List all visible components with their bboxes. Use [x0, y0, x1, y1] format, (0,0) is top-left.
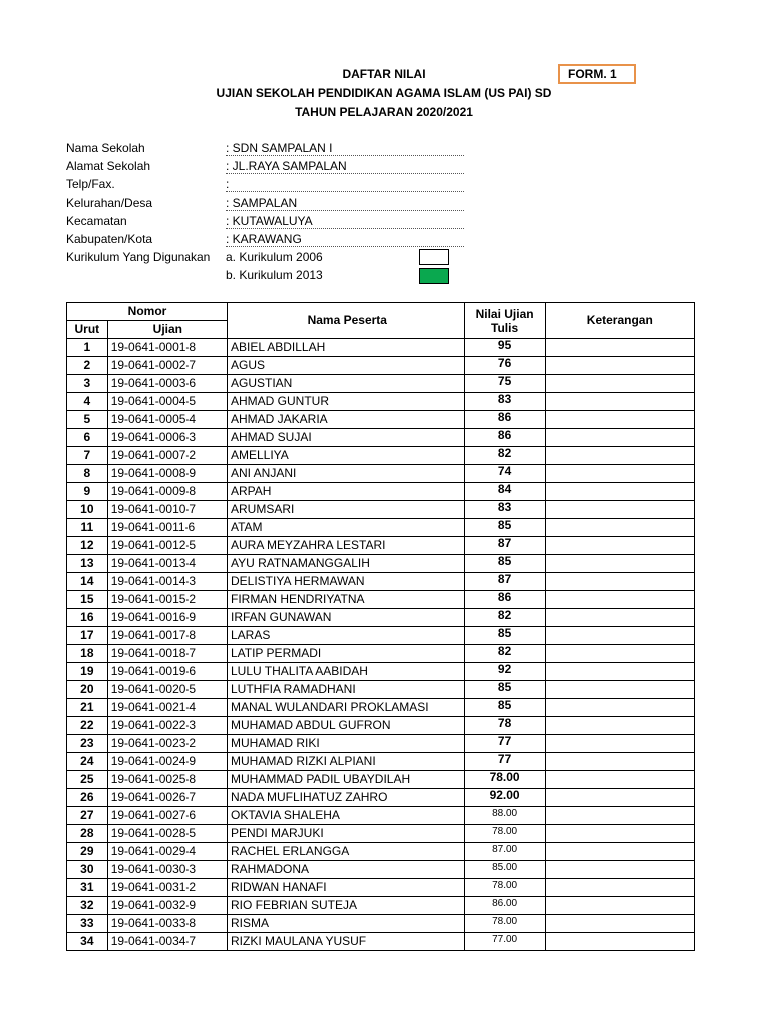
row-nama: PENDI MARJUKI — [227, 825, 464, 843]
table-row — [67, 897, 695, 915]
row-nomor-ujian: 19-0641-0008-9 — [107, 465, 227, 483]
row-nama: AURA MEYZAHRA LESTARI — [227, 537, 464, 555]
row-urut: 26 — [67, 789, 108, 807]
table-row — [67, 933, 695, 951]
row-keterangan — [545, 627, 694, 645]
row-nama: AHMAD JAKARIA — [227, 411, 464, 429]
row-nomor-ujian: 19-0641-0001-8 — [107, 339, 227, 357]
header-keterangan: Keterangan — [545, 303, 694, 339]
row-nama: FIRMAN HENDRIYATNA — [227, 591, 464, 609]
row-nilai: 78.00 — [464, 771, 545, 789]
row-nama: MUHAMAD RIZKI ALPIANI — [227, 753, 464, 771]
kurikulum-row — [66, 248, 466, 266]
row-nilai: 85 — [464, 519, 545, 537]
row-keterangan — [545, 339, 694, 357]
row-nilai: 85 — [464, 555, 545, 573]
row-keterangan — [545, 933, 694, 951]
row-nilai: 95 — [464, 339, 545, 357]
row-nilai: 78.00 — [464, 879, 545, 897]
row-nama: LATIP PERMADI — [227, 645, 464, 663]
row-urut: 28 — [67, 825, 108, 843]
row-nomor-ujian: 19-0641-0014-3 — [107, 573, 227, 591]
kurikulum-2006-checkbox[interactable] — [419, 249, 449, 265]
row-keterangan — [545, 771, 694, 789]
table-row — [67, 357, 695, 375]
row-nilai: 85 — [464, 627, 545, 645]
table-row — [67, 663, 695, 681]
row-urut: 15 — [67, 591, 108, 609]
row-nomor-ujian: 19-0641-0005-4 — [107, 411, 227, 429]
doc-year: TAHUN PELAJARAN 2020/2021 — [295, 105, 473, 119]
form-number-box: FORM. 1 — [558, 64, 636, 84]
row-nomor-ujian: 19-0641-0027-6 — [107, 807, 227, 825]
header-urut: Urut — [67, 321, 108, 339]
row-keterangan — [545, 897, 694, 915]
row-nama: ARUMSARI — [227, 501, 464, 519]
row-urut: 19 — [67, 663, 108, 681]
row-nama: AHMAD SUJAI — [227, 429, 464, 447]
row-urut: 31 — [67, 879, 108, 897]
table-row — [67, 609, 695, 627]
row-nilai: 78 — [464, 717, 545, 735]
row-urut: 17 — [67, 627, 108, 645]
row-nomor-ujian: 19-0641-0013-4 — [107, 555, 227, 573]
row-nilai: 75 — [464, 375, 545, 393]
doc-subtitle: UJIAN SEKOLAH PENDIDIKAN AGAMA ISLAM (US PAI) SD — [216, 86, 552, 100]
row-nilai: 82 — [464, 609, 545, 627]
row-urut: 3 — [67, 375, 108, 393]
row-nomor-ujian: 19-0641-0010-7 — [107, 501, 227, 519]
table-row — [67, 555, 695, 573]
row-urut: 1 — [67, 339, 108, 357]
info-label: Kelurahan/Desa — [66, 195, 153, 210]
row-keterangan — [545, 555, 694, 573]
table-row — [67, 393, 695, 411]
row-nilai: 84 — [464, 483, 545, 501]
row-keterangan — [545, 879, 694, 897]
row-nilai: 86 — [464, 429, 545, 447]
row-nomor-ujian: 19-0641-0020-5 — [107, 681, 227, 699]
row-keterangan — [545, 825, 694, 843]
row-nilai: 92.00 — [464, 789, 545, 807]
row-urut: 10 — [67, 501, 108, 519]
row-nilai: 92 — [464, 663, 545, 681]
row-nama: RIO FEBRIAN SUTEJA — [227, 897, 464, 915]
row-urut: 14 — [67, 573, 108, 591]
row-urut: 8 — [67, 465, 108, 483]
row-nama: RACHEL ERLANGGA — [227, 843, 464, 861]
table-row — [67, 519, 695, 537]
row-nomor-ujian: 19-0641-0003-6 — [107, 375, 227, 393]
row-keterangan — [545, 447, 694, 465]
table-row — [67, 879, 695, 897]
row-nama: ABIEL ABDILLAH — [227, 339, 464, 357]
row-nilai: 77 — [464, 735, 545, 753]
row-urut: 16 — [67, 609, 108, 627]
row-urut: 4 — [67, 393, 108, 411]
row-urut: 24 — [67, 753, 108, 771]
table-row — [67, 717, 695, 735]
row-nilai: 85 — [464, 699, 545, 717]
row-nama: RIDWAN HANAFI — [227, 879, 464, 897]
row-nilai: 77 — [464, 753, 545, 771]
row-keterangan — [545, 411, 694, 429]
row-nama: RAHMADONA — [227, 861, 464, 879]
row-keterangan — [545, 573, 694, 591]
row-nomor-ujian: 19-0641-0031-2 — [107, 879, 227, 897]
row-nama: AYU RATNAMANGGALIH — [227, 555, 464, 573]
kurikulum-2013-checkbox[interactable] — [419, 268, 449, 284]
info-value: : SDN SAMPALAN I — [226, 139, 464, 156]
row-urut: 2 — [67, 357, 108, 375]
table-row — [67, 807, 695, 825]
row-urut: 11 — [67, 519, 108, 537]
row-urut: 13 — [67, 555, 108, 573]
row-keterangan — [545, 843, 694, 861]
row-nama: NADA MUFLIHATUZ ZAHRO — [227, 789, 464, 807]
row-nilai: 82 — [464, 447, 545, 465]
table-row — [67, 573, 695, 591]
row-nomor-ujian: 19-0641-0018-7 — [107, 645, 227, 663]
row-nilai: 78.00 — [464, 825, 545, 843]
row-urut: 30 — [67, 861, 108, 879]
row-nilai: 82 — [464, 645, 545, 663]
row-nilai: 74 — [464, 465, 545, 483]
table-row — [67, 825, 695, 843]
row-keterangan — [545, 609, 694, 627]
table-row — [67, 483, 695, 501]
row-keterangan — [545, 789, 694, 807]
row-urut: 5 — [67, 411, 108, 429]
row-nama: AGUS — [227, 357, 464, 375]
row-nama: MANAL WULANDARI PROKLAMASI — [227, 699, 464, 717]
info-label: Telp/Fax. — [66, 177, 115, 192]
row-urut: 23 — [67, 735, 108, 753]
row-nama: RIZKI MAULANA YUSUF — [227, 933, 464, 951]
info-row — [66, 139, 466, 157]
row-keterangan — [545, 501, 694, 519]
row-nama: ATAM — [227, 519, 464, 537]
row-urut: 22 — [67, 717, 108, 735]
row-nomor-ujian: 19-0641-0034-7 — [107, 933, 227, 951]
row-nomor-ujian: 19-0641-0011-6 — [107, 519, 227, 537]
header-nama: Nama Peserta — [227, 303, 464, 339]
row-urut: 18 — [67, 645, 108, 663]
row-nomor-ujian: 19-0641-0032-9 — [107, 897, 227, 915]
table-row — [67, 753, 695, 771]
row-nama: ARPAH — [227, 483, 464, 501]
kurikulum-option-a: a. Kurikulum 2006 — [226, 250, 323, 264]
row-keterangan — [545, 717, 694, 735]
info-label: Nama Sekolah — [66, 141, 145, 155]
row-keterangan — [545, 915, 694, 933]
kurikulum-label: Kurikulum Yang Digunakan — [66, 250, 211, 264]
info-label: Alamat Sekolah — [66, 159, 151, 174]
row-nilai: 83 — [464, 393, 545, 411]
table-row — [67, 915, 695, 933]
row-keterangan — [545, 681, 694, 699]
row-keterangan — [545, 429, 694, 447]
info-label: Kabupaten/Kota — [66, 232, 153, 246]
row-nilai: 77.00 — [464, 933, 545, 951]
row-nama: DELISTIYA HERMAWAN — [227, 573, 464, 591]
row-keterangan — [545, 591, 694, 609]
row-nilai: 87.00 — [464, 843, 545, 861]
row-nilai: 87 — [464, 537, 545, 555]
row-nama: ANI ANJANI — [227, 465, 464, 483]
row-urut: 33 — [67, 915, 108, 933]
table-row — [67, 771, 695, 789]
info-label: Kecamatan — [66, 213, 127, 228]
row-keterangan — [545, 861, 694, 879]
row-nama: LARAS — [227, 627, 464, 645]
table-row — [67, 735, 695, 753]
row-nilai: 85 — [464, 681, 545, 699]
row-nomor-ujian: 19-0641-0015-2 — [107, 591, 227, 609]
row-urut: 6 — [67, 429, 108, 447]
header-nilai: Nilai Ujian Tulis — [464, 303, 545, 339]
info-row — [66, 230, 466, 248]
row-nomor-ujian: 19-0641-0004-5 — [107, 393, 227, 411]
row-nomor-ujian: 19-0641-0023-2 — [107, 735, 227, 753]
row-nomor-ujian: 19-0641-0016-9 — [107, 609, 227, 627]
row-urut: 9 — [67, 483, 108, 501]
table-row — [67, 843, 695, 861]
row-nomor-ujian: 19-0641-0019-6 — [107, 663, 227, 681]
row-nilai: 85.00 — [464, 861, 545, 879]
row-urut: 34 — [67, 933, 108, 951]
row-nomor-ujian: 19-0641-0021-4 — [107, 699, 227, 717]
row-urut: 29 — [67, 843, 108, 861]
row-nomor-ujian: 19-0641-0028-5 — [107, 825, 227, 843]
row-nomor-ujian: 19-0641-0029-4 — [107, 843, 227, 861]
table-row — [67, 861, 695, 879]
grades-table-body — [67, 339, 695, 951]
info-row — [66, 212, 466, 230]
row-nama: MUHAMAD ABDUL GUFRON — [227, 717, 464, 735]
row-nilai: 78.00 — [464, 915, 545, 933]
row-urut: 12 — [67, 537, 108, 555]
row-urut: 27 — [67, 807, 108, 825]
row-nomor-ujian: 19-0641-0026-7 — [107, 789, 227, 807]
row-keterangan — [545, 537, 694, 555]
row-nilai: 87 — [464, 573, 545, 591]
row-nomor-ujian: 19-0641-0022-3 — [107, 717, 227, 735]
row-urut: 21 — [67, 699, 108, 717]
row-keterangan — [545, 807, 694, 825]
row-nama: MUHAMMAD PADIL UBAYDILAH — [227, 771, 464, 789]
table-row — [67, 465, 695, 483]
table-row — [67, 411, 695, 429]
info-value: : KUTAWALUYA — [226, 212, 464, 229]
row-nilai: 88.00 — [464, 807, 545, 825]
row-urut: 32 — [67, 897, 108, 915]
row-keterangan — [545, 753, 694, 771]
row-keterangan — [545, 483, 694, 501]
table-row — [67, 699, 695, 717]
row-nilai: 83 — [464, 501, 545, 519]
row-urut: 20 — [67, 681, 108, 699]
row-keterangan — [545, 393, 694, 411]
row-nama: LUTHFIA RAMADHANI — [227, 681, 464, 699]
row-urut: 25 — [67, 771, 108, 789]
table-row — [67, 627, 695, 645]
row-nomor-ujian: 19-0641-0024-9 — [107, 753, 227, 771]
info-value: : JL.RAYA SAMPALAN — [226, 157, 464, 174]
table-row — [67, 375, 695, 393]
row-keterangan — [545, 699, 694, 717]
row-nama: LULU THALITA AABIDAH — [227, 663, 464, 681]
kurikulum-row-b — [66, 266, 466, 284]
grades-table — [66, 302, 695, 951]
table-row — [67, 681, 695, 699]
row-keterangan — [545, 645, 694, 663]
row-nilai: 86 — [464, 411, 545, 429]
table-row — [67, 645, 695, 663]
table-row — [67, 789, 695, 807]
info-value: : KARAWANG — [226, 230, 464, 247]
table-row — [67, 339, 695, 357]
row-nomor-ujian: 19-0641-0007-2 — [107, 447, 227, 465]
row-nama: RISMA — [227, 915, 464, 933]
info-row — [66, 175, 466, 193]
row-keterangan — [545, 465, 694, 483]
row-nilai: 86.00 — [464, 897, 545, 915]
table-row — [67, 591, 695, 609]
row-nomor-ujian: 19-0641-0033-8 — [107, 915, 227, 933]
row-keterangan — [545, 663, 694, 681]
row-nomor-ujian: 19-0641-0017-8 — [107, 627, 227, 645]
row-keterangan — [545, 519, 694, 537]
row-nomor-ujian: 19-0641-0025-8 — [107, 771, 227, 789]
table-row — [67, 537, 695, 555]
row-urut: 7 — [67, 447, 108, 465]
header-ujian: Ujian — [107, 321, 227, 339]
row-nama: MUHAMAD RIKI — [227, 735, 464, 753]
table-row — [67, 501, 695, 519]
row-nama: OKTAVIA SHALEHA — [227, 807, 464, 825]
row-keterangan — [545, 357, 694, 375]
row-keterangan — [545, 735, 694, 753]
row-nama: AHMAD GUNTUR — [227, 393, 464, 411]
row-nomor-ujian: 19-0641-0012-5 — [107, 537, 227, 555]
row-nama: IRFAN GUNAWAN — [227, 609, 464, 627]
row-keterangan — [545, 375, 694, 393]
row-nomor-ujian: 19-0641-0009-8 — [107, 483, 227, 501]
info-value: : — [226, 175, 464, 192]
kurikulum-option-b: b. Kurikulum 2013 — [226, 268, 323, 282]
info-row — [66, 157, 466, 175]
header-nomor: Nomor — [67, 303, 228, 321]
info-value: : SAMPALAN — [226, 194, 464, 211]
info-row — [66, 194, 466, 212]
row-nomor-ujian: 19-0641-0006-3 — [107, 429, 227, 447]
table-row — [67, 447, 695, 465]
doc-title: DAFTAR NILAI — [342, 67, 426, 81]
row-nilai: 76 — [464, 357, 545, 375]
row-nomor-ujian: 19-0641-0002-7 — [107, 357, 227, 375]
row-nama: AGUSTIAN — [227, 375, 464, 393]
row-nilai: 86 — [464, 591, 545, 609]
row-nama: AMELLIYA — [227, 447, 464, 465]
row-nomor-ujian: 19-0641-0030-3 — [107, 861, 227, 879]
table-row — [67, 429, 695, 447]
